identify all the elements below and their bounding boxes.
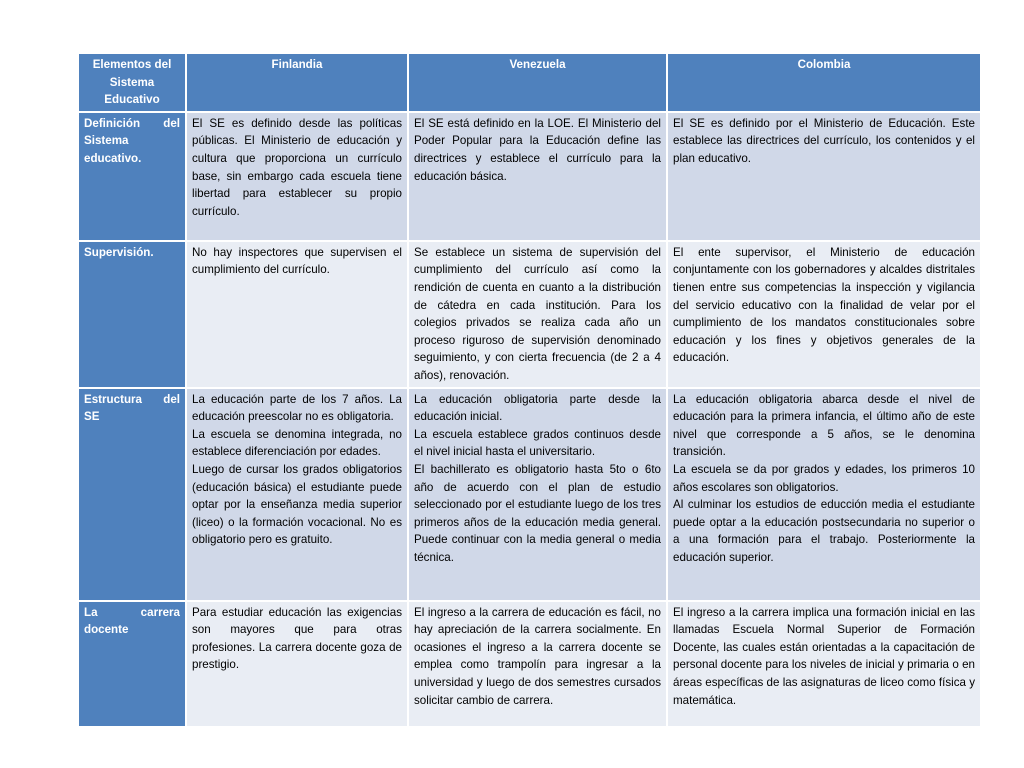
cell-paragraph: El SE está definido en la LOE. El Ministerio del Poder Popular para la Educación define las directrices y establece el currículo para la educación básica. xyxy=(414,116,661,183)
cell-paragraph: Al culminar los estudios de educción media el estudiante puede optar a la educación postsecundaria no superior o a una formación para el trabajo. Posteriormente la educación superior. xyxy=(673,498,975,564)
cell-colombia xyxy=(668,602,980,726)
cell-venezuela xyxy=(409,113,666,240)
header-finlandia: Finlandia xyxy=(187,54,407,111)
cell-venezuela xyxy=(409,389,666,600)
cell-finlandia xyxy=(187,602,407,726)
comparison-table xyxy=(77,52,982,728)
cell-paragraph: La educación parte de los 7 años. La educación preescolar no es obligatoria. xyxy=(192,392,402,424)
cell-venezuela xyxy=(409,602,666,726)
header-elementos-line: Sistema Educativo xyxy=(104,75,160,107)
cell-paragraph: El SE es definido desde las políticas públicas. El Ministerio de educación y cultura que proporciona un currículo base, sin embargo cada escuela tiene libertad para establecer su propio currículo. xyxy=(192,116,402,218)
header-colombia: Colombia xyxy=(668,54,980,111)
row-label: Supervisión. xyxy=(79,242,185,387)
row-label: Definición del Sistema educativo. xyxy=(79,113,185,240)
table-row xyxy=(79,602,980,726)
cell-paragraph: El ingreso a la carrera de educación es fácil, no hay apreciación de la carrera socialmente. En ocasiones el ingreso a la carrera docente se emplea como trampolín para ingresar a la universidad y luego de dos semestres cursados solicitar cambio de carrera. xyxy=(414,605,661,707)
row-label: Estructura del SE xyxy=(79,389,185,600)
cell-paragraph: El ente supervisor, el Ministerio de educación conjuntamente con los gobernadores y alcaldes distritales tienen entre sus competencias la inspección y vigilancia del servicio educativo con la finalidad de velar por el cumplimiento de los mandatos constitucionales sobre educación y los fines y objetivos generales de la educación. xyxy=(673,245,975,365)
cell-paragraph: La escuela establece grados continuos desde el nivel inicial hasta el universitario. xyxy=(414,427,661,459)
cell-colombia xyxy=(668,113,980,240)
cell-colombia xyxy=(668,389,980,600)
cell-paragraph: La escuela se denomina integrada, no establece diferenciación por edades. xyxy=(192,427,402,459)
cell-finlandia xyxy=(187,389,407,600)
table-row xyxy=(79,242,980,387)
cell-paragraph: No hay inspectores que supervisen el cumplimiento del currículo. xyxy=(192,245,402,277)
cell-paragraph: La escuela se da por grados y edades, los primeros 10 años escolares son obligatorios. xyxy=(673,462,975,494)
cell-paragraph: Luego de cursar los grados obligatorios (educación básica) el estudiante puede optar por la enseñanza media superior (liceo) o la formación vocacional. No es obligatorio pero es gratuito. xyxy=(192,462,402,547)
cell-venezuela xyxy=(409,242,666,387)
cell-paragraph: La educación obligatoria abarca desde el nivel de educación para la primera infancia, el último año de este nivel que corresponde a 5 años, se le denomina transición. xyxy=(673,392,975,459)
table-row xyxy=(79,113,980,240)
cell-paragraph: Para estudiar educación las exigencias son mayores que para otras profesiones. La carrera docente goza de prestigio. xyxy=(192,605,402,672)
header-venezuela: Venezuela xyxy=(409,54,666,111)
header-elementos xyxy=(79,54,185,111)
cell-paragraph: La educación obligatoria parte desde la educación inicial. xyxy=(414,392,661,424)
cell-paragraph: El ingreso a la carrera implica una formación inicial en las llamadas Escuela Normal Superior de Formación Docente, las cuales están orientadas a la capacitación de personal docente para los niveles de inicial y primaria o en áreas específicas de las asignaturas de liceo como física y matemática. xyxy=(673,605,975,707)
row-label: La carrera docente xyxy=(79,602,185,726)
cell-paragraph: El bachillerato es obligatorio hasta 5to o 6to año de acuerdo con el plan de estudio seleccionado por el estudiante luego de los tres primeros años de la educación media general. Puede continuar con la media general o media técnica. xyxy=(414,462,661,564)
cell-paragraph: El SE es definido por el Ministerio de Educación. Este establece las directrices del currículo, los contenidos y el plan educativo. xyxy=(673,116,975,165)
header-elementos-line: Elementos del xyxy=(92,58,172,71)
header-row xyxy=(79,54,980,111)
table-row xyxy=(79,389,980,600)
cell-colombia xyxy=(668,242,980,387)
cell-finlandia xyxy=(187,242,407,387)
cell-paragraph: Se establece un sistema de supervisión del cumplimiento del currículo así como la rendición de cuenta en cuanto a la distribución de cátedra en cada institución. Para los colegios privados se realiza cada año un proceso riguroso de supervisión denominado seguimiento, y con cierta frecuencia (de 2 a 4 años), renovación. xyxy=(414,245,661,382)
cell-finlandia xyxy=(187,113,407,240)
